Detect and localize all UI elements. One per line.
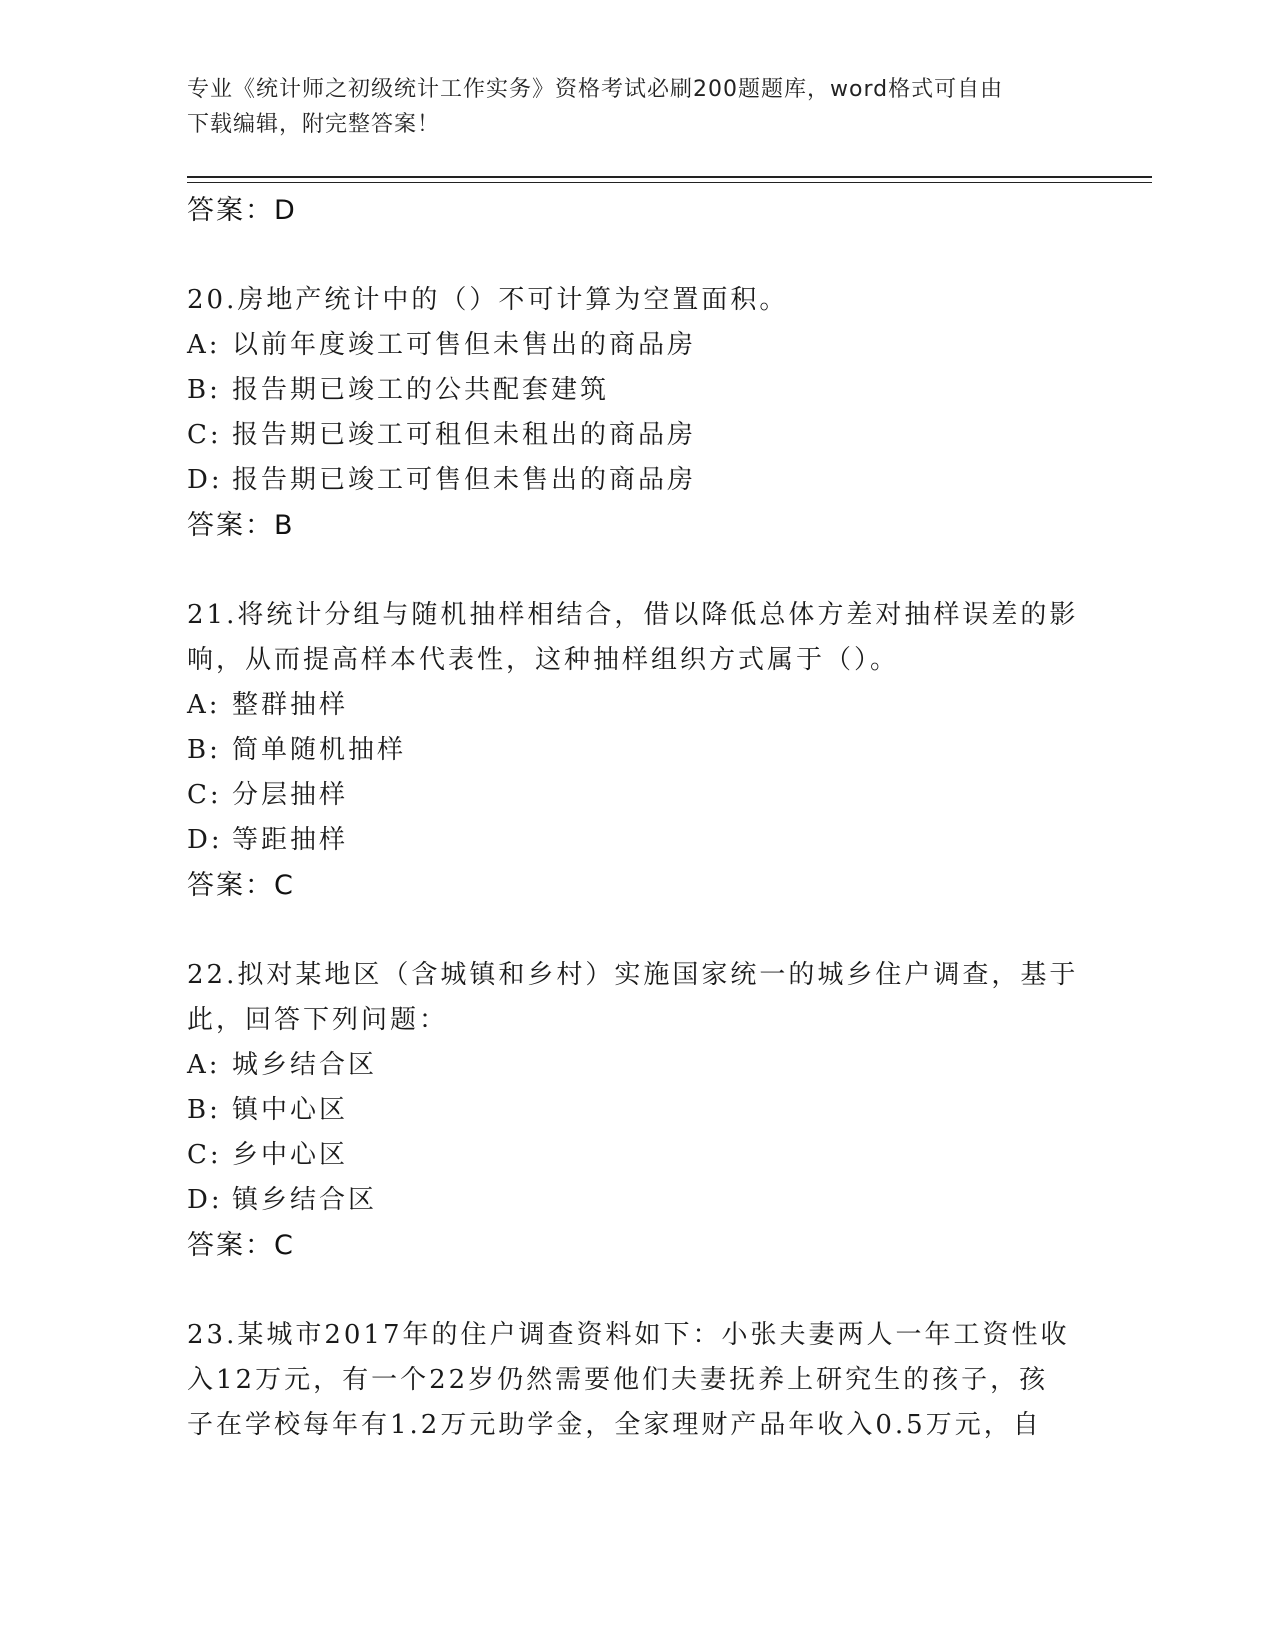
option-text: 报告期已竣工可售但未售出的商品房 [232,465,697,495]
question-22-answer: 答案：C [187,1230,295,1261]
option-text: 乡中心区 [232,1140,349,1170]
question-23-stem-line-3: 子在学校每年有1.2万元助学金，全家理财产品年收入0.5万元，自 [187,1410,1042,1440]
question-23 [187,1313,1087,1448]
option-text: 简单随机抽样 [232,735,407,765]
question-21-option-b [187,728,1087,773]
spacer [187,548,1087,593]
option-letter: A: [187,330,221,360]
question-21-stem-line-2: 响，从而提高样本代表性，这种抽样组织方式属于（）。 [187,645,900,675]
question-21-option-d [187,818,1087,863]
question-22 [187,953,1087,1268]
question-21-stem-line-1: 21.将统计分组与随机抽样相结合，借以降低总体方差对抽样误差的影 [187,600,1079,630]
question-23-stem-line-1: 23.某城市2017年的住户调查资料如下：小张夫妻两人一年工资性收 [187,1320,1070,1350]
question-20-stem: 20.房地产统计中的（）不可计算为空置面积。 [187,285,789,315]
question-22-option-a [187,1043,1087,1088]
option-text: 镇中心区 [232,1095,349,1125]
question-22-option-b [187,1088,1087,1133]
spacer [187,908,1087,953]
header-line-1: 专业《统计师之初级统计工作实务》资格考试必刷200题题库，word格式可自由 [187,77,1004,102]
option-letter: B: [187,1095,221,1125]
option-letter: C: [187,780,222,810]
option-letter: C: [187,420,222,450]
question-21 [187,593,1087,908]
question-22-stem-line-2: 此，回答下列问题： [187,1005,449,1035]
spacer [187,233,1087,278]
option-letter: A: [187,690,221,720]
option-text: 报告期已竣工的公共配套建筑 [232,375,610,405]
question-21-answer: 答案：C [187,870,295,901]
option-text: 城乡结合区 [232,1050,378,1080]
option-letter: A: [187,1050,221,1080]
answer-prev: 答案：D [187,195,297,226]
option-letter: B: [187,735,221,765]
spacer [187,1268,1087,1313]
question-20-option-a [187,323,1087,368]
header-line-2: 下载编辑，附完整答案！ [187,112,441,137]
question-21-option-c [187,773,1087,818]
question-20-answer: 答案：B [187,510,295,541]
option-text: 报告期已竣工可租但未租出的商品房 [232,420,697,450]
question-20-option-b [187,368,1087,413]
option-text: 等距抽样 [232,825,349,855]
document-body [187,188,1087,1448]
option-text: 分层抽样 [232,780,349,810]
option-letter: B: [187,375,221,405]
header-rule-thin [187,182,1152,183]
option-text: 以前年度竣工可售但未售出的商品房 [232,330,697,360]
option-text: 镇乡结合区 [232,1185,378,1215]
option-letter: C: [187,1140,222,1170]
question-22-stem-line-1: 22.拟对某地区（含城镇和乡村）实施国家统一的城乡住户调查，基于 [187,960,1079,990]
question-21-option-a [187,683,1087,728]
option-letter: D: [187,465,223,495]
question-20-option-d [187,458,1087,503]
question-22-option-d [187,1178,1087,1223]
question-20-option-c [187,413,1087,458]
question-20 [187,278,1087,548]
header-rule-thick [187,176,1152,178]
page-header [187,72,1067,142]
question-22-option-c [187,1133,1087,1178]
option-letter: D: [187,825,223,855]
option-text: 整群抽样 [232,690,349,720]
question-23-stem-line-2: 入12万元，有一个22岁仍然需要他们夫妻抚养上研究生的孩子，孩 [187,1365,1049,1395]
option-letter: D: [187,1185,223,1215]
